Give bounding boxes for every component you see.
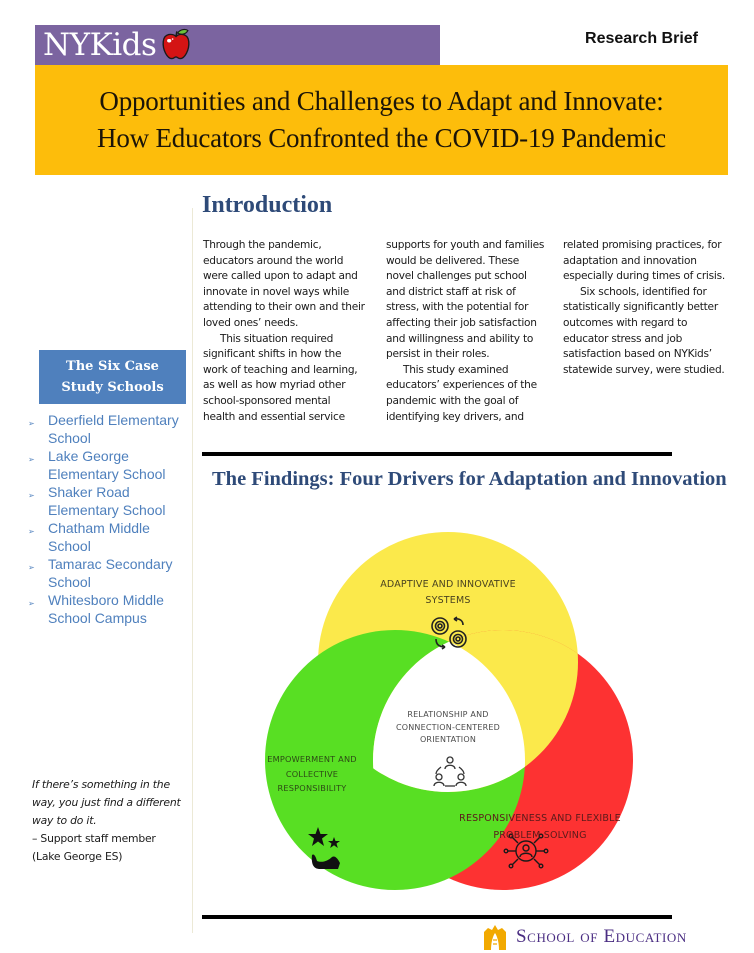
title-banner bbox=[35, 65, 728, 175]
school-emblem-icon bbox=[482, 924, 508, 950]
quote-attribution: – Support staff member (Lake George ES) bbox=[32, 832, 156, 863]
driver-label-adaptive: ADAPTIVE AND INNOVATIVE SYSTEMS bbox=[380, 579, 516, 606]
arrow-bullet-icon: ➢ bbox=[28, 563, 35, 572]
column-divider bbox=[192, 208, 193, 933]
intro-paragraph: Through the pandemic, educators around the world were called upon to adapt and innovate in novel ways while attending to their own and their loved ones’ needs. bbox=[203, 239, 365, 329]
sidebar-title-line: The Six Case bbox=[66, 359, 159, 374]
introduction-heading: Introduction bbox=[202, 192, 333, 218]
intro-paragraph: related promising practices, for adaptation and innovation especially during times of crisis. bbox=[563, 239, 725, 283]
arrow-bullet-icon: ➢ bbox=[28, 491, 35, 500]
pull-quote bbox=[32, 776, 182, 866]
footer-logo-text: School of Education bbox=[516, 925, 687, 947]
intro-paragraph: This study examined educators’ experiences of the pandemic with the goal of identifying key drivers, and bbox=[386, 363, 537, 423]
arrow-bullet-icon: ➢ bbox=[28, 527, 35, 536]
brand-name: NYKids bbox=[43, 26, 157, 63]
case-study-schools-title bbox=[39, 350, 186, 404]
school-list-item: ➢ Tamarac Secondary School bbox=[28, 556, 173, 590]
title-line-1: Opportunities and Challenges to Adapt and Innovate: bbox=[99, 86, 664, 116]
arrow-bullet-icon: ➢ bbox=[28, 599, 35, 608]
drivers-venn-diagram bbox=[250, 520, 670, 905]
intro-paragraph: supports for youth and families would be delivered. These novel challenges put school and district staff at risk of stress, with the potential for affecting their job satisfaction and willingness and ability to persist in their roles. bbox=[386, 239, 545, 361]
section-rule bbox=[202, 915, 672, 919]
sidebar-title-line: Study Schools bbox=[61, 380, 164, 395]
document-type: Research Brief bbox=[585, 30, 698, 47]
brand-bar bbox=[35, 25, 440, 65]
section-rule bbox=[202, 452, 672, 456]
driver-label-responsiveness: RESPONSIVENESS AND FLEXIBLE PROBLEM SOLVING bbox=[459, 813, 621, 841]
driver-label-empowerment: EMPOWERMENT AND COLLECTIVE RESPONSIBILITY bbox=[267, 754, 357, 793]
apple-icon bbox=[159, 28, 193, 62]
driver-label-relationship: RELATIONSHIP AND CONNECTION-CENTERED ORIENTATION bbox=[395, 710, 501, 744]
school-list bbox=[22, 411, 187, 627]
intro-column-1 bbox=[203, 238, 365, 425]
introduction-body bbox=[203, 238, 733, 438]
school-list-item: ➢ Chatham Middle School bbox=[28, 520, 150, 554]
quote-text: If there’s something in the way, you just find a different way to do it. bbox=[32, 778, 181, 827]
findings-heading: The Findings: Four Drivers for Adaptation and Innovation bbox=[212, 468, 727, 490]
intro-column-2 bbox=[386, 238, 548, 425]
intro-paragraph: Six schools, identified for statistically significantly better outcomes with regard to educator stress and job satisfaction based on NYKids’ statewide survey, were studied. bbox=[563, 285, 725, 376]
school-list-item: ➢ Shaker Road Elementary School bbox=[28, 484, 166, 518]
title-line-2: How Educators Confronted the COVID-19 Pandemic bbox=[97, 123, 666, 153]
school-list-item: ➢ Lake George Elementary School bbox=[28, 448, 166, 482]
intro-column-3 bbox=[563, 238, 725, 378]
arrow-bullet-icon: ➢ bbox=[28, 419, 35, 428]
arrow-bullet-icon: ➢ bbox=[28, 455, 35, 464]
intro-paragraph: This situation required significant shifts in how the work of teaching and learning, as well as how myriad other school-sponsored mental health and essential service bbox=[203, 332, 358, 423]
school-list-item: ➢ Deerfield Elementary School bbox=[28, 412, 179, 446]
school-of-education-logo bbox=[482, 920, 687, 953]
school-list-item: ➢ Whitesboro Middle School Campus bbox=[28, 592, 164, 626]
